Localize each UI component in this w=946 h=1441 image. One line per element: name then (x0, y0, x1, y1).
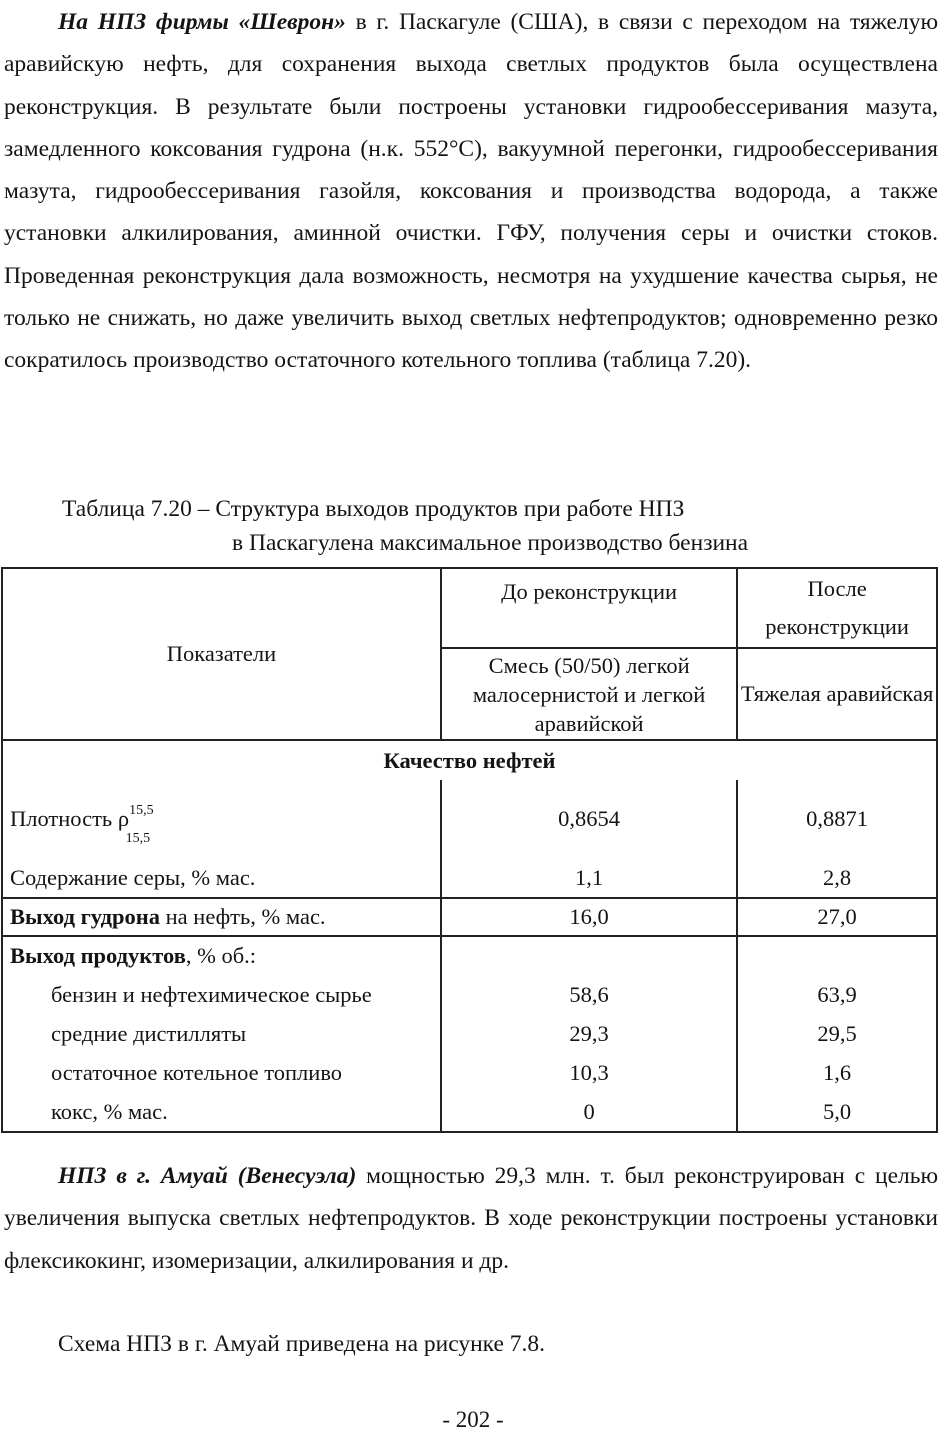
product-row-before: 58,6 (441, 975, 737, 1014)
density-before: 0,8654 (441, 780, 737, 858)
page-number: - 202 - (442, 1407, 504, 1432)
yields-table (1, 567, 938, 1133)
paragraph-lead: На НПЗ фирмы «Шеврон» (58, 9, 346, 35)
product-row-after: 1,6 (737, 1053, 937, 1092)
paragraph-text: в г. Паскагуле (США), в связи с переходом на тяжелую аравийскую нефть, для сохранения выхода светлых продуктов была осуществлена реконструкция. В результате были построены установки гидрообессеривания мазута, замедленного коксования гудрона (н.к. 552°С), вакуумной перегонки, гидрообессеривания мазута, гидрообессеривания газойля, коксования и производства водорода, а также установки алкилирования, аминной очистки. ГФУ, получения серы и очистки стоков. Проведенная реконструкция дала возможность, несмотря на ухудшение качества сырья, не только не снижать, но даже увеличить выход светлых нефтепродуктов; одновременно резко сократилось производство остаточного котельного топлива (таблица 7.20). (4, 9, 938, 374)
sulfur-label: Содержание серы, % мас. (2, 858, 441, 898)
header-before: До реконструкции (441, 568, 737, 648)
section-quality: Качество нефтей (2, 740, 937, 780)
paragraph-chevron (4, 1, 938, 382)
product-row-after: 63,9 (737, 975, 937, 1014)
table-caption-line1: Таблица 7.20 – Структура выходов продуктов при работе НПЗ (62, 496, 685, 522)
product-row-label: кокс, % мас. (2, 1092, 441, 1132)
table-caption-line2: в Паскагулена максимальное производство бензина (232, 530, 749, 556)
header-after: После реконструкции (737, 568, 937, 648)
paragraph-scheme-ref: Схема НПЗ в г. Амуай приведена на рисунке 7.8. (58, 1331, 546, 1357)
header-indicators: Показатели (2, 568, 441, 740)
product-row-before: 10,3 (441, 1053, 737, 1092)
paragraph-text: мощностью 29,3 млн. т. был реконструирован с целью увеличения выпуска светлых нефтепродуктов. В ходе реконструкции построены установки флексикокинг, изомеризации, алкилирования и др. (4, 1163, 938, 1274)
sulfur-after: 2,8 (737, 858, 937, 898)
paragraph-lead: НПЗ в г. Амуай (Венесуэла) (58, 1163, 357, 1189)
tar-after: 27,0 (737, 898, 937, 936)
product-row-after: 29,5 (737, 1014, 937, 1053)
products-label: Выход продуктов, % об.: (2, 936, 441, 975)
header-before-feed: Смесь (50/50) легкой малосернистой и легкой аравийской (441, 648, 737, 740)
paragraph-amuay (4, 1155, 938, 1282)
density-after: 0,8871 (737, 780, 937, 858)
product-row-label: средние дистилляты (2, 1014, 441, 1053)
sulfur-before: 1,1 (441, 858, 737, 898)
product-row-after: 5,0 (737, 1092, 937, 1132)
tar-label: Выход гудрона на нефть, % мас. (2, 898, 441, 936)
density-sup: 15,5 (129, 803, 154, 818)
header-after-feed: Тяжелая аравийская (737, 648, 937, 740)
tar-before: 16,0 (441, 898, 737, 936)
density-sub: 15,5 (125, 831, 151, 846)
density-label: Плотность $\rho^{15,5}_{15,5}$ (2, 780, 441, 858)
product-row-label: бензин и нефтехимическое сырье (2, 975, 441, 1014)
product-row-before: 0 (441, 1092, 737, 1132)
product-row-before: 29,3 (441, 1014, 737, 1053)
product-row-label: остаточное котельное топливо (2, 1053, 441, 1092)
